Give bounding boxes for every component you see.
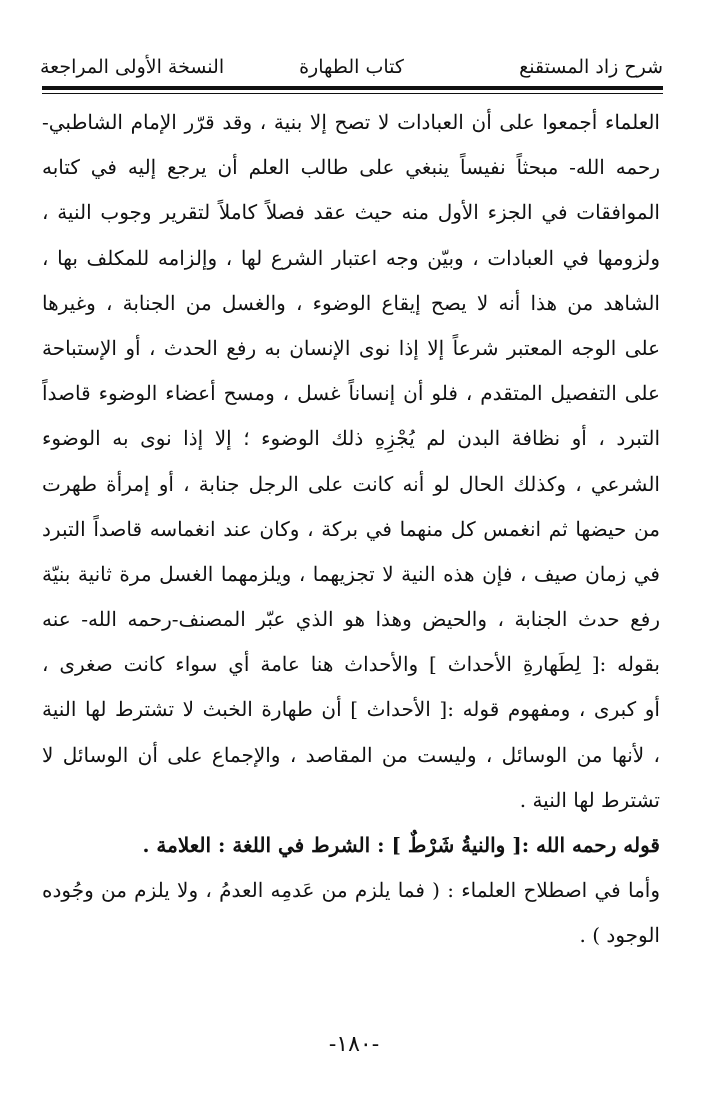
- section-heading-line: قوله رحمه الله :[ والنيةُ شَرْطٌ ] : الشرط في اللغة : العلامة .: [142, 833, 660, 857]
- text-line: العلماء أجمعوا على أن العبادات لا تصح إلا بنية ، وقد قرّر الإمام الشاطبي-: [42, 110, 660, 134]
- text-line: على الوجه المعتبر شرعاً إلا إذا نوى الإنسان به رفع الحدث ، أو الإستباحة: [42, 335, 660, 360]
- chapter-title: كتاب الطهارة: [299, 56, 404, 78]
- text-line: تشترط لها النية .: [519, 787, 660, 812]
- edition-note: النسخة الأولى المراجعة: [40, 56, 225, 78]
- text-line: وأما في اصطلاح العلماء : ( فما يلزم من عَدمِه العدمُ ، ولا يلزم من وجُوده: [42, 878, 660, 903]
- text-line: ، لأنها من الوسائل ، وليست من المقاصد ، والإجماع على أن الوسائل لا: [42, 742, 660, 767]
- text-line: الشرعي ، وكذلك الحال لو أنه كانت على الرجل جنابة ، أو إمرأة طهرت: [42, 471, 660, 496]
- text-line: التبرد ، أو نظافة البدن لم يُجْزِهِ ذلك الوضوء ؛ إلا إذا نوى به الوضوء: [42, 426, 660, 451]
- text-line: رفع حدث الجنابة ، والحيض وهذا هو الذي عبّر المصنف-رحمه الله- عنه: [42, 607, 660, 632]
- text-line: رحمه الله- مبحثاً نفيساً ينبغي على طالب العلم أن يرجع إليه في كتابه: [42, 155, 660, 180]
- text-line: أو كبرى ، ومفهوم قوله :[ الأحداث ] أن طهارة الخبث لا تشترط لها النية: [42, 697, 660, 722]
- header-rule-thin: [42, 93, 663, 94]
- text-line: الوجود ) .: [579, 923, 660, 948]
- header-rule-thick: [42, 86, 663, 90]
- text-line: بقوله :[ لِطَهارةِ الأحداث ] والأحداث هنا عامة أي سواء كانت صغرى ،: [42, 652, 660, 677]
- text-line: الموافقات في الجزء الأول منه حيث عقد فصلاً كاملاً لتقرير وجوب النية ،: [42, 200, 660, 225]
- page-number: -١٨٠-: [328, 1032, 380, 1057]
- body-text: [42, 100, 660, 959]
- text-line: من حيضها ثم انغمس كل منهما في بركة ، وكان عند انغماسه قاصداً التبرد: [42, 516, 660, 541]
- running-header: [40, 50, 663, 84]
- text-line: في زمان صيف ، فإن هذه النية لا تجزيهما ، ويلزمهما الغسل مرة ثانية بنيّة: [42, 561, 660, 586]
- text-line: ولزومها في العبادات ، وبيّن وجه اعتبار الشرع لها ، وإلزامه للمكلف بها ،: [42, 245, 660, 270]
- text-line: على التفصيل المتقدم ، فلو أن إنساناً غسل ، ومسح أعضاء الوضوء قاصداً: [42, 381, 660, 406]
- book-title: شرح زاد المستقنع: [519, 56, 663, 78]
- text-line: الشاهد من هذا أنه لا يصح إيقاع الوضوء ، والغسل من الجنابة ، وغيرها: [42, 290, 660, 315]
